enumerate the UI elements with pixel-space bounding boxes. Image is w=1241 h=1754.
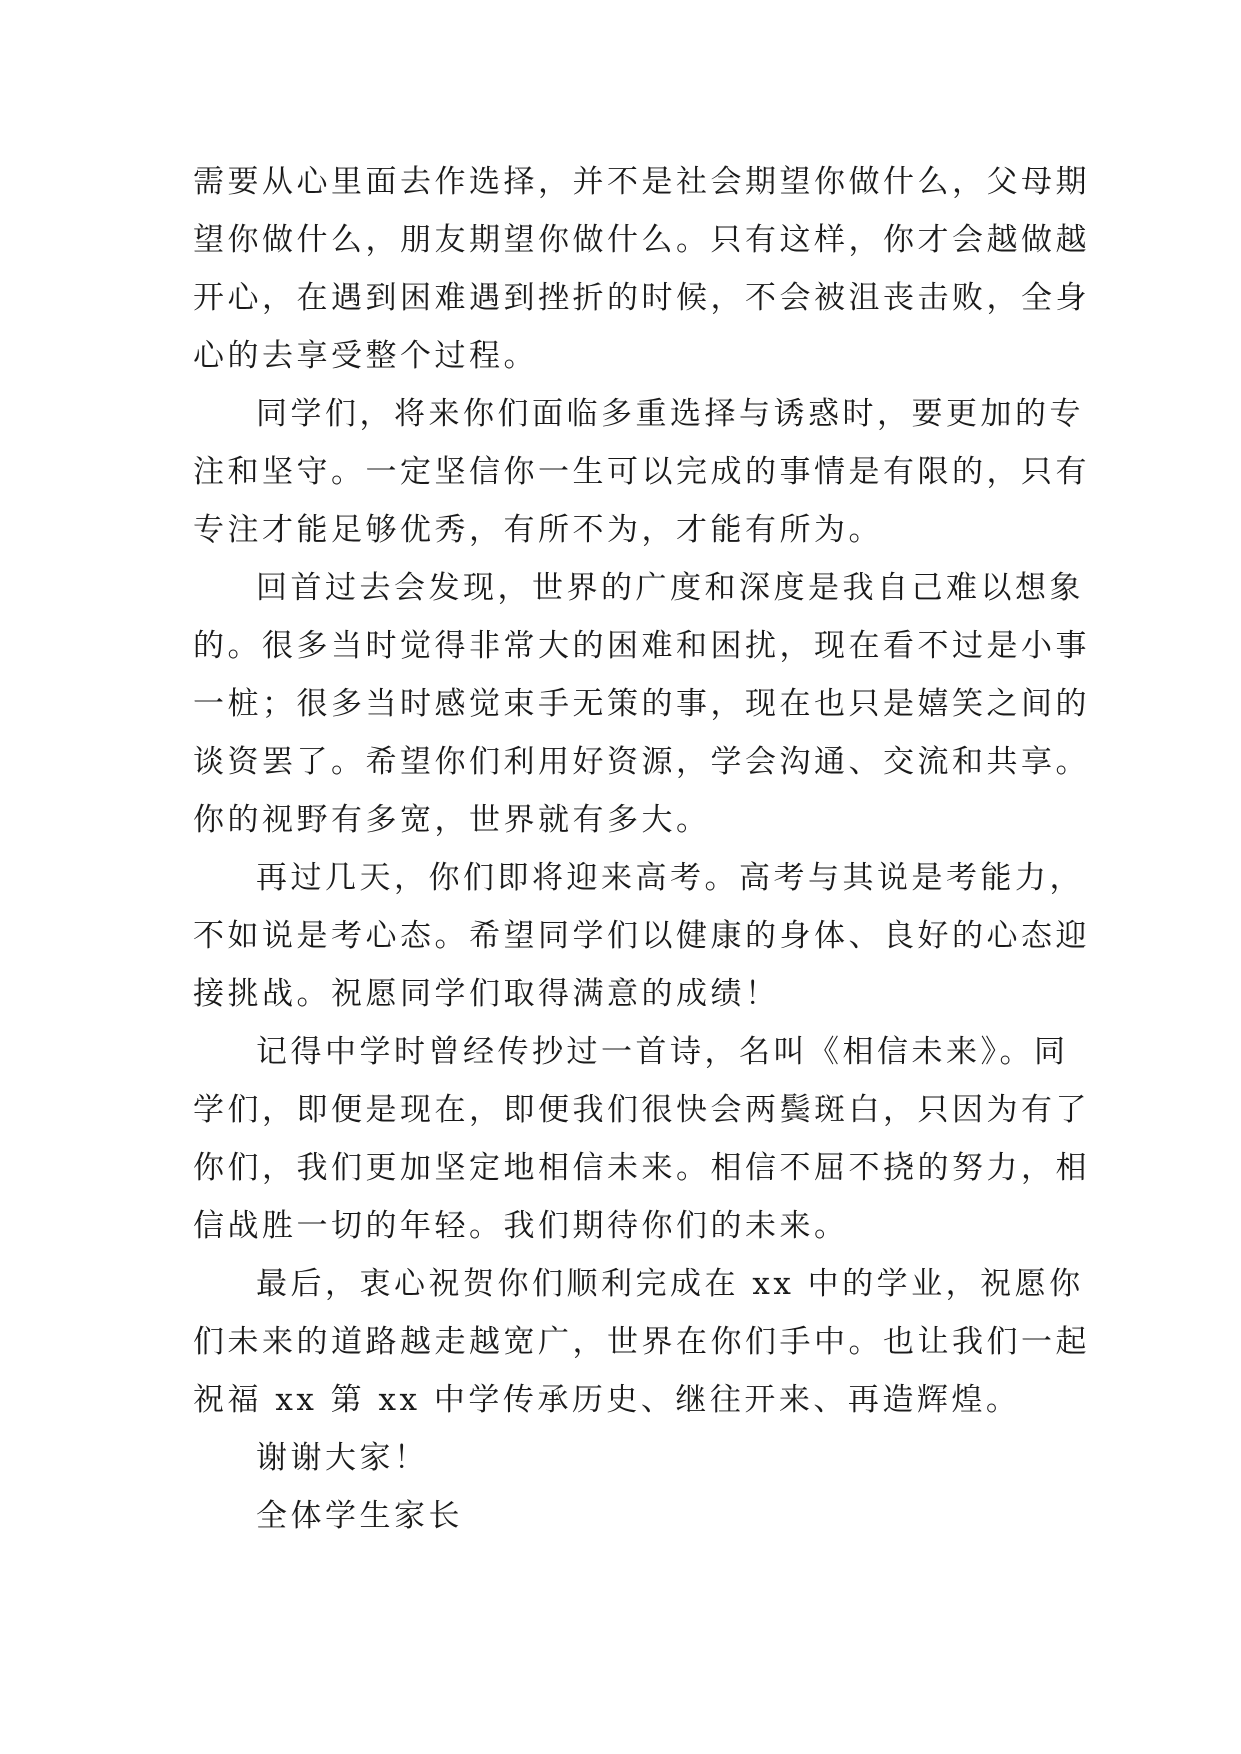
text-line: 注和坚守。一定坚信你一生可以完成的事情是有限的，只有 [193,454,1090,490]
text-line: 一桩；很多当时感觉束手无策的事，现在也只是嬉笑之间的 [193,686,1090,722]
text-line: 望你做什么，朋友期望你做什么。只有这样，你才会越做越 [193,222,1090,258]
text-line: 们未来的道路越走越宽广，世界在你们手中。也让我们一起 [193,1324,1090,1360]
text-line: 祝福 xx 第 xx 中学传承历史、继往开来、再造辉煌。 [193,1382,1021,1418]
text-line: 全体学生家长 [256,1498,463,1534]
text-line: 记得中学时曾经传抄过一首诗，名叫《相信未来》。同 [256,1034,1069,1070]
text-line: 心的去享受整个过程。 [193,338,538,374]
text-line: 不如说是考心态。希望同学们以健康的身体、良好的心态迎 [193,918,1090,954]
text-line: 专注才能足够优秀，有所不为，才能有所为。 [193,512,883,548]
text-line: 接挑战。祝愿同学们取得满意的成绩！ [193,976,780,1012]
text-line: 你们，我们更加坚定地相信未来。相信不屈不挠的努力，相 [193,1150,1090,1186]
text-line: 同学们，将来你们面临多重选择与诱惑时，要更加的专 [256,396,1084,432]
text-line: 回首过去会发现，世界的广度和深度是我自己难以想象 [256,570,1084,606]
text-line: 开心，在遇到困难遇到挫折的时候，不会被沮丧击败，全身 [193,280,1090,316]
text-line: 学们，即便是现在，即便我们很快会两鬓斑白，只因为有了 [193,1092,1090,1128]
text-line: 信战胜一切的年轻。我们期待你们的未来。 [193,1208,849,1244]
text-line: 你的视野有多宽，世界就有多大。 [193,802,711,838]
text-line: 需要从心里面去作选择，并不是社会期望你做什么，父母期 [193,164,1090,200]
text-line: 最后，衷心祝贺你们顺利完成在 xx 中的学业，祝愿你 [256,1266,1084,1302]
text-line: 的。很多当时觉得非常大的困难和困扰，现在看不过是小事 [193,628,1090,664]
text-line: 谢谢大家！ [256,1440,429,1476]
text-line: 谈资罢了。希望你们利用好资源，学会沟通、交流和共享。 [193,744,1090,780]
text-line: 再过几天，你们即将迎来高考。高考与其说是考能力， [256,860,1084,896]
